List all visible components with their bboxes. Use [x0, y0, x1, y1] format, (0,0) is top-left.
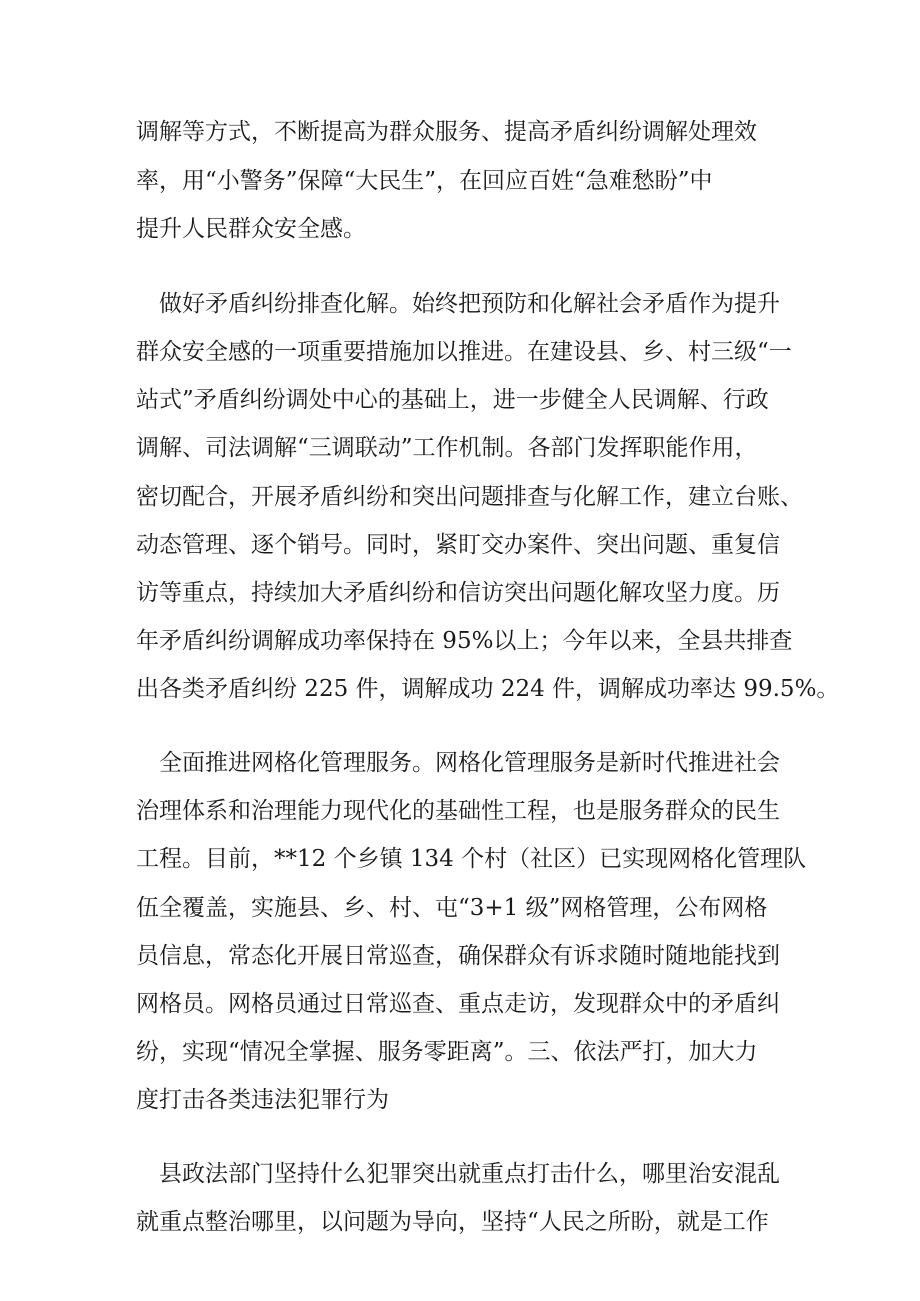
text-line: 年矛盾纠纷调解成功率保持在 95%以上；今年以来，全县共排查 — [136, 628, 793, 654]
text-line: 县政法部门坚持什么犯罪突出就重点打击什么，哪里治安混乱 — [136, 1161, 780, 1187]
text-line: 密切配合，开展矛盾纠纷和突出问题排查与化解工作，建立台账、 — [136, 484, 803, 510]
text-line: 员信息，常态化开展日常巡查，确保群众有诉求随时随地能找到 — [136, 943, 780, 969]
text-line: 全面推进网格化管理服务。网格化管理服务是新时代推进社会 — [136, 750, 780, 776]
text-line: 做好矛盾纠纷排查化解。始终把预防和化解社会矛盾作为提升 — [136, 291, 780, 317]
text-line: 群众安全感的一项重要措施加以推进。在建设县、乡、村三级“一 — [136, 339, 792, 365]
text-line: 纷，实现“情况全掌握、服务零距离”。三、依法严打，加大力 — [136, 1039, 758, 1065]
text-line: 动态管理、逐个销号。同时，紧盯交办案件、突出问题、重复信 — [136, 532, 780, 558]
text-line: 就重点整治哪里，以问题为导向，坚持“人民之所盼，就是工作 — [136, 1209, 769, 1235]
text-line: 调解、司法调解“三调联动”工作机制。各部门发挥职能作用， — [136, 435, 758, 461]
text-line: 伍全覆盖，实施县、乡、村、屯“3+1 级”网格管理，公布网格 — [136, 895, 768, 921]
text-line: 出各类矛盾纠纷 225 件，调解成功 224 件，调解成功率达 99.5%。 — [136, 676, 840, 702]
text-line: 站式”矛盾纠纷调处中心的基础上，进一步健全人民调解、行政 — [136, 387, 769, 413]
text-line: 网格员。网格员通过日常巡查、重点走访，发现群众中的矛盾纠 — [136, 991, 780, 1017]
text-line: 访等重点，持续加大矛盾纠纷和信访突出问题化解攻坚力度。历 — [136, 580, 780, 606]
text-line: 工程。目前，**12 个乡镇 134 个村（社区）已实现网格化管理队 — [136, 846, 807, 872]
text-line: 提升人民群众安全感。 — [136, 216, 366, 242]
text-line: 度打击各类违法犯罪行为 — [136, 1087, 389, 1113]
text-line: 调解等方式，不断提高为群众服务、提高矛盾纠纷调解处理效 — [136, 119, 757, 145]
text-line: 率，用“小警务”保障“大民生”，在回应百姓“急难愁盼”中 — [136, 168, 713, 194]
text-line: 治理体系和治理能力现代化的基础性工程，也是服务群众的民生 — [136, 798, 780, 824]
